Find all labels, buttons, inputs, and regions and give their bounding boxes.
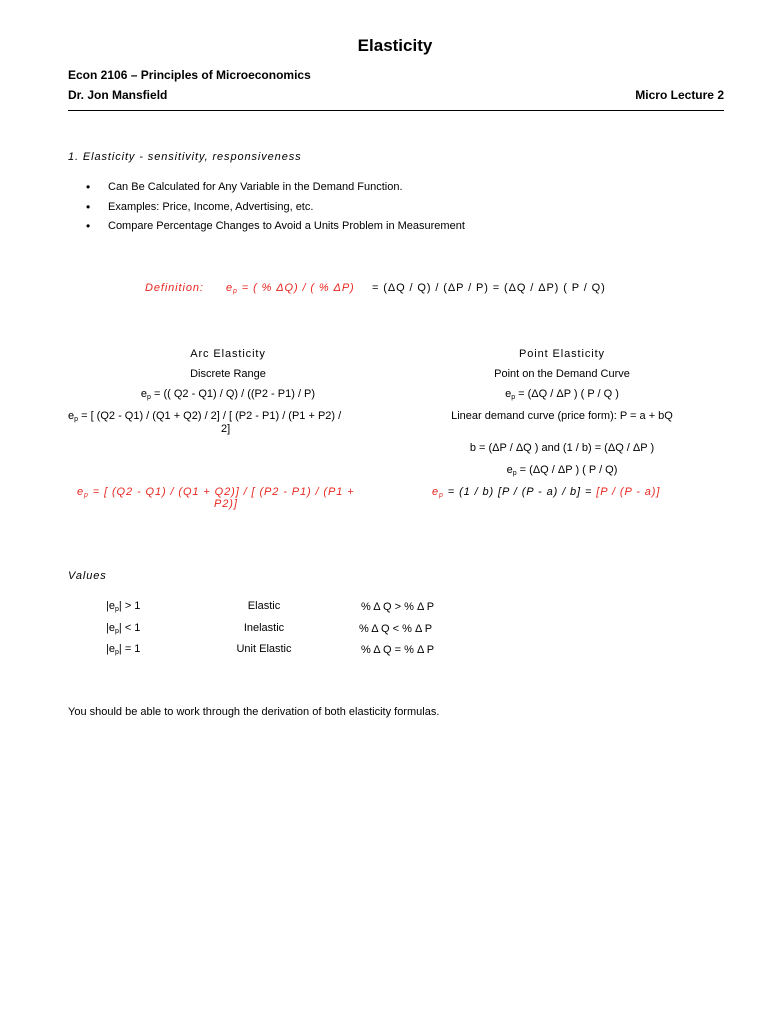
instructor-name: Dr. Jon Mansfield [68, 88, 168, 102]
point-formula-2: $e_p = (\Delta Q / \Delta P$ ) ( P / Q) [506, 464, 618, 477]
point-formula-1: $e_p = (\Delta Q / \Delta P$ ) ( P / Q ) [505, 388, 619, 401]
table-row-name: Unit Elastic [236, 643, 292, 655]
arc-formula-1: $e_p$ = (( Q2 - Q1) / Q) / ((P2 - P1) / P) [140, 388, 316, 401]
list-item-text: Examples: Price, Income, Advertising, etc. [108, 201, 314, 213]
arc-formula-3-cont: P2)] [214, 498, 238, 510]
table-row-relation: % Δ Q > % Δ P [361, 601, 435, 613]
bullet-icon: • [86, 219, 91, 233]
definition-formula: $e_p$ = ( % ΔQ) / ( % ΔP) [226, 282, 355, 295]
point-subtitle: Point on the Demand Curve [494, 368, 630, 380]
arc-title: Arc Elasticity [190, 348, 266, 360]
course-name: Econ 2106 – Principles of Microeconomics [68, 68, 311, 82]
lecture-label: Micro Lecture 2 [635, 88, 724, 102]
table-row-relation: % Δ Q < % Δ P [359, 623, 433, 635]
arc-formula-3: $e_p$ = [ (Q2 - Q1) / (Q1 + Q2)] / [ (P2 - P1) / (P1 + [77, 486, 355, 499]
point-formula-3: $e_p = (1 / b)$ [P / (P - a) / b] = [P / (P - a)] [432, 486, 661, 499]
table-row-condition: $|e_p| > 1$ [106, 600, 141, 613]
list-item-text: Compare Percentage Changes to Avoid a Units Problem in Measurement [108, 220, 465, 232]
derivation-note: You should be able to work through the derivation of both elasticity formulas. [68, 706, 440, 718]
list-item-text: Can Be Calculated for Any Variable in the Demand Function. [108, 181, 403, 193]
arc-subtitle: Discrete Range [190, 368, 266, 380]
point-title: Point Elasticity [519, 348, 605, 360]
section-heading: 1. Elasticity - sensitivity, responsiveness [68, 151, 302, 163]
linear-demand-curve: Linear demand curve (price form): P = a + bQ [451, 410, 673, 422]
bullet-icon: • [86, 200, 91, 214]
definition-label: Definition: [145, 282, 204, 294]
table-row-condition: $|e_p| = 1$ [106, 643, 141, 656]
table-row-name: Elastic [247, 600, 281, 612]
page-title: Elasticity [357, 36, 433, 55]
table-row-relation: % Δ Q = % Δ P [361, 644, 435, 656]
slope-relation: b = (ΔP / ΔQ ) and (1 / b) = (ΔQ / ΔP ) [469, 442, 655, 454]
definition-equivalents: = (ΔQ / Q) / (ΔP / P) = (ΔQ / ΔP) ( P / Q) [372, 282, 606, 294]
arc-formula-2: $e_p$ = [ (Q2 - Q1) / (Q1 + Q2) / 2] / [ (P2 - P1) / (P1 + P2) / [68, 410, 342, 423]
values-heading: Values [68, 570, 107, 582]
bullet-icon: • [86, 180, 91, 194]
table-row-condition: $|e_p| < 1$ [106, 622, 141, 635]
arc-formula-2-cont: 2] [221, 423, 231, 435]
table-row-name: Inelastic [243, 622, 285, 634]
header-divider [68, 110, 724, 111]
